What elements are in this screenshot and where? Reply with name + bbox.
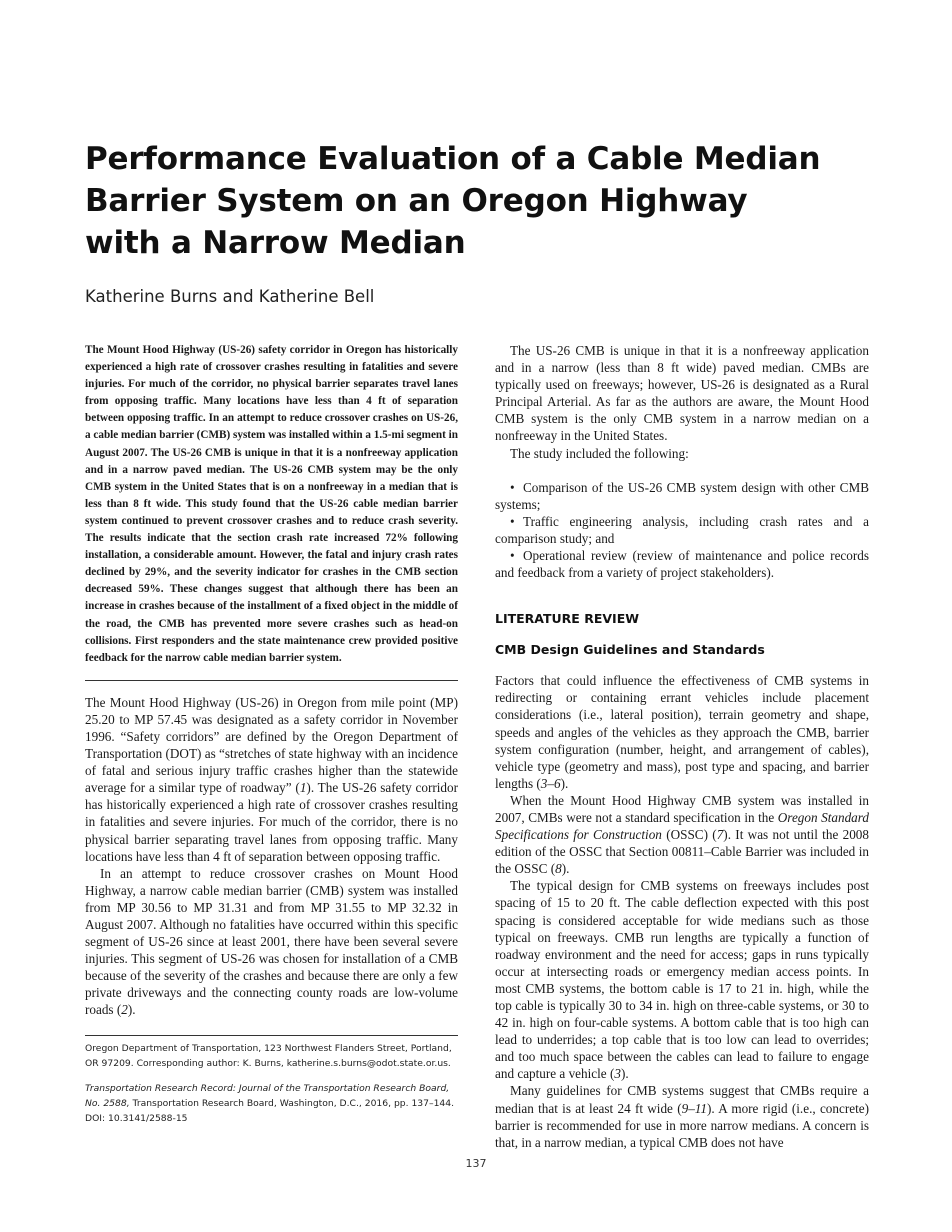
- title-line: Performance Evaluation of a Cable Median: [85, 141, 821, 177]
- journal-citation: Transportation Research Record: Journal of the Transportation Research Board, No. 2588, Transportation Research Board, Washington, D.C., 2016, pp. 137–144. DOI: 10.3141/2588-15: [85, 1082, 455, 1124]
- right-column: [495, 342, 869, 1151]
- paragraph-installed: When the Mount Hood Highway CMB system was installed in 2007, CMBs were not a standard specification in the Oregon Standard Specifications for Construction (OSSC) (7). It was not until the 2008 edition of the OSSC that Section 00811–Cable Barrier was included in the OSSC (8).: [495, 792, 869, 877]
- citation: 3: [614, 1066, 621, 1082]
- citation: 1: [299, 780, 307, 796]
- publication-title: Oregon Standard Specifications for Construction: [495, 809, 869, 843]
- citation: 2: [121, 1002, 128, 1018]
- list-item: • Traffic engineering analysis, including crash rates and a comparison study; and: [495, 513, 869, 546]
- footnote: [85, 1041, 458, 1126]
- abstract: [85, 342, 458, 667]
- left-column: [85, 342, 458, 1126]
- footnote-divider: [85, 1035, 458, 1036]
- section-heading-literature-review: LITERATURE REVIEW: [495, 611, 640, 627]
- title-line: Barrier System on an Oregon Highway: [85, 183, 748, 219]
- citation: 7: [716, 827, 724, 843]
- paragraph-unique: The US-26 CMB is unique in that it is a nonfreeway application and in a narrow (less than 8 ft wide) paved median. CMBs are typically used on freeways; however, US-26 is designated as a Rural Principal Arterial. As far as the authors are aware, the Mount Hood CMB system is the only CMB system in a narrow median on a nonfreeway in the United States.: [495, 343, 869, 444]
- paragraph-factors: Factors that could influence the effectiveness of CMB systems in redirecting or containing errant vehicles include placement considerations (i.e., lateral position), terrain geometry and shape, speeds and angles of the vehicles as they approach the CMB, barrier system configuration (number, height, and arrangement of cables), vehicle type (geometry and mass), post type and spacing, and barrier lengths (3–6).: [495, 673, 869, 791]
- author-affiliation: Oregon Department of Transportation, 123 Northwest Flanders Street, Portland, OR 97209. Corresponding author: K. Burns, katherine.s.burns@odot.state.or.us.: [85, 1042, 452, 1069]
- list-item: • Operational review (review of maintenance and police records and feedback from a variety of project stakeholders).: [495, 548, 869, 581]
- citation: 3–6: [540, 775, 561, 791]
- abstract-divider: [85, 680, 458, 681]
- paragraph-study: The study included the following:: [510, 445, 689, 461]
- subsection-heading-cmb-design: CMB Design Guidelines and Standards: [495, 642, 765, 658]
- paragraph-guidelines: Many guidelines for CMB systems suggest that CMBs require a median that is at least 24 ft wide (9–11). A more rigid (i.e., concrete) barrier is recommended for use in more narrow medians. A concern is that, in a narrow median, a typical CMB does not have: [495, 1083, 870, 1150]
- paragraph-typical-design: The typical design for CMB systems on freeways includes post spacing of 15 to 20 ft. The cable deflection expected with this post spacing is considered acceptable for wide medians such as those typical on freeways. CMB run lengths are typically a function of roadway environment and the need for access; gaps in runs typically occur at intersecting roads or emergency median access points. In most CMB systems, the bottom cable is 17 to 21 in. high, while the top cable is typically 30 to 34 in. high on three-cable systems, or 30 to 42 in. high on four-cable systems. A bottom cable that is too high can lead to underrides; a top cable that is too low can lead to overrides; and too much space between the cables can lead to failure to engage and capture a vehicle (3).: [495, 878, 869, 1082]
- authors: Katherine Burns and Katherine Bell: [85, 287, 375, 306]
- list-item: • Comparison of the US-26 CMB system design with other CMB systems;: [495, 479, 869, 512]
- intro-paragraph-2: In an attempt to reduce crossover crashes on Mount Hood Highway, a narrow cable median barrier (CMB) system was installed from MP 30.56 to MP 31.31 and from MP 31.55 to MP 32.32 in August 2007. Although no fatalities have occurred within this specific segment of US-26 since at least 2001, there have been several severe injuries. This segment of US-26 was chosen for installation of a CMB because of the severity of the crashes and because there are only a few private driveways and the connecting county roads are low-volume roads (2).: [85, 865, 458, 1018]
- article-title: [85, 138, 885, 264]
- introduction: [85, 694, 458, 1019]
- citation: 8: [555, 861, 562, 877]
- doi: DOI: 10.3141/2588-15: [85, 1112, 188, 1124]
- abstract-text: The Mount Hood Highway (US-26) safety corridor in Oregon has historically experienced a high rate of crossover crashes resulting in fatalities and severe injuries. For much of the corridor, no physical barrier separates travel lanes from opposing traffic. Many locations have less than 4 ft of separation between opposing traffic. In an attempt to reduce crossover crashes on US-26, a cable median barrier (CMB) system was installed within a 1.5-mi segment in August 2007. The US-26 CMB is unique in that it is a nonfreeway application and in a narrow paved median. The US-26 CMB system may be the only CMB system in the United States that is on a nonfreeway in a median that is less than 8 ft wide. This study found that the US-26 cable median barrier system continued to prevent crossover crashes and to reduce crash severity. The results indicate that the section crash rate increased 72% following installation, a considerable amount. However, the fatal and injury crash rates declined by 29%, and the severity indicator for crashes in the CMB section decreased 59%. These changes suggest that although there has been an increase in crashes because of the installment of a fixed object in the middle of the road, the CMB has prevented more severe crashes such as head-on collisions. First responders and the state maintenance crew provided positive feedback for the narrow cable median barrier system.: [85, 344, 458, 664]
- intro-paragraph-1: The Mount Hood Highway (US-26) in Oregon from mile point (MP) 25.20 to MP 57.45 was designated as a safety corridor in November 1996. “Safety corridors” are defined by the Oregon Department of Transportation (DOT) as “stretches of state highway with an incidence of fatal and serious injury traffic crashes higher than the statewide average for a similar type of roadway” (1). The US-26 safety corridor has historically experienced a high rate of crossover crashes resulting in fatalities and severe injuries. For much of the corridor, there is no physical barrier separating travel lanes from opposing traffic. Many locations have less than 4 ft of separation between opposing traffic.: [85, 694, 458, 864]
- citation: 9–11: [681, 1100, 707, 1116]
- journal-name: Transportation Research Record: Journal of the Transportation Research Board, No. 2588,: [85, 1082, 450, 1109]
- page-number: 137: [465, 1157, 487, 1170]
- title-line: with a Narrow Median: [85, 225, 466, 261]
